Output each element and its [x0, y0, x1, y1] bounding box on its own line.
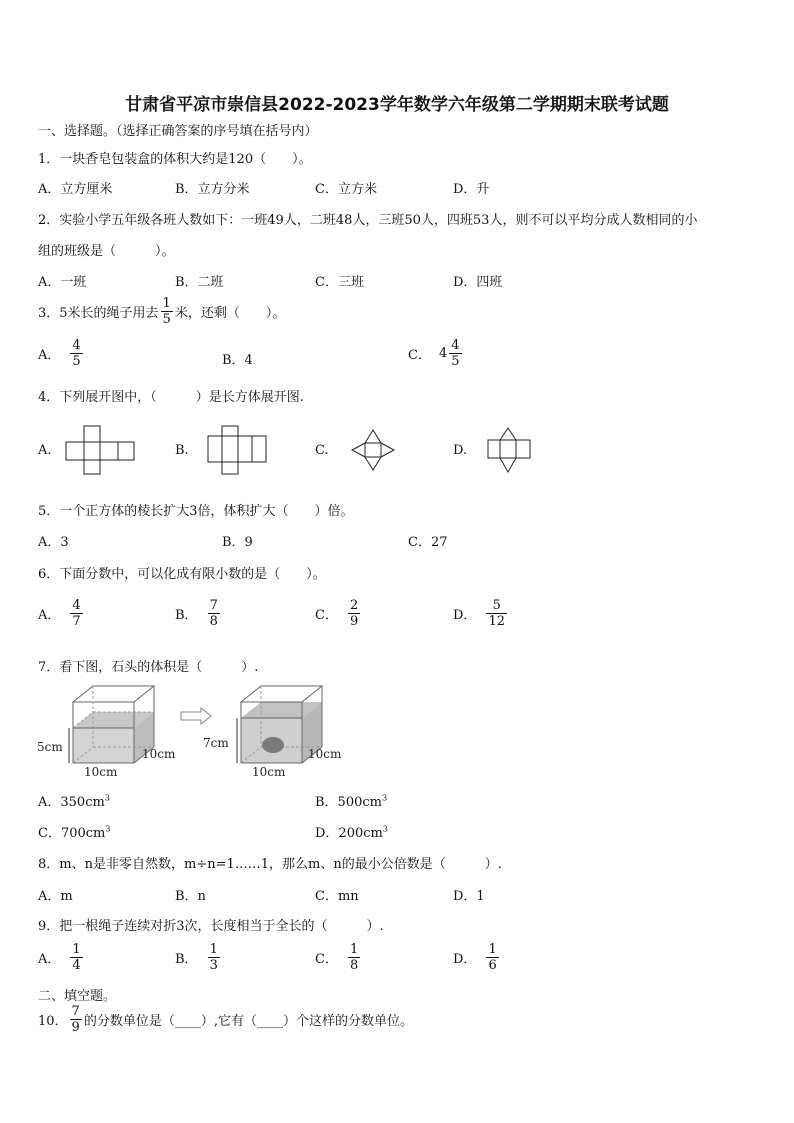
q6-option-d-frac — [486, 598, 507, 629]
fig1-height-label: 5cm — [37, 740, 63, 754]
q6-option-b — [175, 598, 222, 629]
q10-fraction — [70, 1004, 82, 1035]
q4-net-d — [486, 426, 532, 474]
fig2-width-label: 10cm — [252, 765, 286, 779]
q2-option-c: C．三班 — [315, 275, 364, 290]
q3-option-c-label: C． — [408, 348, 431, 363]
question-2-line-1: 2．实验小学五年级各班人数如下：一班49人，二班48人，三班50人，四班53人，则不可以平均分成人数相同的小 — [38, 213, 698, 228]
q10-number: 10． — [38, 1014, 68, 1029]
q9-option-b-label: B． — [175, 952, 198, 967]
q6-a-den: 7 — [72, 614, 81, 629]
q9-option-c — [315, 942, 362, 973]
q6-d-num: 5 — [492, 598, 501, 613]
q7-option-b — [315, 791, 387, 810]
q7-a-sup: 3 — [104, 793, 110, 803]
question-6: 6．下面分数中，可以化成有限小数的是（ ）。 — [38, 567, 326, 582]
q5-option-b: B．9 — [222, 535, 253, 550]
q3-option-c — [408, 338, 464, 369]
q9-option-b — [175, 942, 222, 973]
q3-suffix: 米，还剩（ ）。 — [174, 306, 286, 321]
q6-option-a-frac — [70, 598, 82, 629]
q9-c-num: 1 — [349, 942, 359, 957]
fig2-height-label: 7cm — [203, 736, 229, 750]
q6-option-d-label: D． — [453, 608, 477, 623]
q9-d-num: 1 — [488, 942, 497, 957]
q10-suffix: 的分数单位是（____）,它有（____）个这样的分数单位。 — [83, 1014, 413, 1029]
q7-b-sup: 3 — [381, 793, 388, 803]
q4-net-c — [350, 428, 396, 472]
q1-option-b: B．立方分米 — [175, 182, 250, 197]
q8-option-d: D．1 — [453, 889, 485, 904]
q7-option-a-text: A．350cm — [38, 795, 105, 810]
q7-option-c-text: C．700cm — [38, 826, 106, 841]
q9-a-num: 1 — [72, 942, 81, 957]
q6-c-num: 2 — [349, 598, 359, 613]
q6-option-c-label: C． — [315, 608, 338, 623]
q2-option-d: D．四班 — [453, 275, 503, 290]
q4-label-a: A. — [38, 443, 52, 458]
q9-option-d-label: D． — [453, 952, 477, 967]
q7-figure — [36, 680, 366, 780]
q3-option-c-frac — [449, 338, 461, 369]
q9-option-d — [453, 942, 501, 973]
q9-option-a — [38, 942, 85, 973]
fig2-depth-label: 10cm — [308, 747, 342, 761]
q6-option-a-label: A． — [38, 608, 61, 623]
q8-option-a: A．m — [38, 889, 73, 904]
fig1-width-label: 10cm — [84, 765, 118, 779]
q4-net-a — [64, 424, 138, 476]
q3-prefix: 3．5米长的绳子用去 — [38, 306, 159, 321]
q4-label-c: C. — [315, 443, 329, 458]
q3-option-c-whole: 4 — [438, 346, 448, 361]
q9-option-d-frac — [486, 942, 498, 973]
q3-c-num: 4 — [451, 338, 460, 353]
q5-option-a: A．3 — [38, 535, 69, 550]
q6-option-d — [453, 598, 509, 629]
q3-option-a — [38, 338, 85, 369]
q4-label-b: B. — [175, 443, 189, 458]
q6-option-c — [315, 598, 362, 629]
q3-option-a-label: A． — [38, 348, 61, 363]
fig1-depth-label: 10cm — [142, 747, 176, 761]
q6-option-a — [38, 598, 85, 629]
q3-a-num: 4 — [72, 338, 81, 353]
q3-a-den: 5 — [72, 354, 81, 369]
q1-option-d: D．升 — [453, 182, 490, 197]
q7-c-sup: 3 — [105, 824, 111, 834]
q9-b-den: 3 — [209, 958, 218, 973]
q6-d-den: 12 — [488, 614, 505, 629]
question-3 — [38, 296, 285, 327]
q7-option-b-text: B．500cm — [315, 795, 382, 810]
stone-icon — [262, 737, 284, 753]
q7-d-sup: 3 — [382, 824, 388, 834]
q7-option-d — [315, 822, 388, 841]
question-5: 5．一个正方体的棱长扩大3倍，体积扩大（ ）倍。 — [38, 504, 354, 519]
q3-option-b: B．4 — [222, 353, 253, 368]
q6-b-den: 8 — [209, 614, 218, 629]
q8-option-c: C．mn — [315, 889, 359, 904]
q5-option-c: C．27 — [408, 535, 448, 550]
question-2-line-2: 组的班级是（ ）。 — [38, 244, 175, 259]
q3-option-a-frac — [70, 338, 82, 369]
q4-net-b — [206, 424, 268, 476]
question-9: 9．把一根绳子连续对折3次，长度相当于全长的（ ）. — [38, 919, 384, 934]
q10-frac-den: 9 — [71, 1020, 80, 1035]
q7-option-d-text: D．200cm — [315, 826, 383, 841]
q2-option-b: B．二班 — [175, 275, 224, 290]
arrow-right-icon — [181, 708, 211, 724]
q9-option-a-label: A． — [38, 952, 61, 967]
q7-option-a — [38, 791, 110, 810]
q9-option-c-frac — [348, 942, 360, 973]
q2-option-a: A．一班 — [38, 275, 87, 290]
q9-b-num: 1 — [209, 942, 218, 957]
question-8: 8．m、n是非零自然数，m÷n=1……1，那么m、n的最小公倍数是（ ）. — [38, 857, 502, 872]
q9-option-c-label: C． — [315, 952, 338, 967]
q10-frac-num: 7 — [71, 1004, 80, 1019]
q9-option-b-frac — [208, 942, 220, 973]
question-7: 7．看下图，石头的体积是（ ）. — [38, 660, 259, 675]
q6-c-den: 9 — [349, 614, 359, 629]
q6-option-b-frac — [208, 598, 220, 629]
section-1-heading: 一、选择题。（选择正确答案的序号填在括号内） — [38, 124, 318, 139]
q7-option-c — [38, 822, 110, 841]
q1-option-c: C．立方米 — [315, 182, 377, 197]
q3-frac-num: 1 — [162, 296, 171, 311]
q3-frac-den: 5 — [162, 312, 171, 327]
q3-fraction — [161, 296, 173, 327]
q3-c-den: 5 — [451, 354, 460, 369]
q4-label-d: D. — [453, 443, 468, 458]
q1-option-a: A．立方厘米 — [38, 182, 113, 197]
q6-option-b-label: B． — [175, 608, 198, 623]
page-title: 甘肃省平凉市崇信县2022-2023学年数学六年级第二学期期末联考试题 — [125, 95, 669, 115]
q9-a-den: 4 — [72, 958, 81, 973]
q9-d-den: 6 — [488, 958, 497, 973]
q9-option-a-frac — [70, 942, 82, 973]
question-4: 4．下列展开图中，（ ）是长方体展开图. — [38, 390, 304, 405]
question-10 — [38, 1004, 413, 1035]
q8-option-b: B．n — [175, 889, 206, 904]
q6-a-num: 4 — [72, 598, 81, 613]
section-2-heading: 二、填空题。 — [38, 989, 117, 1004]
q9-c-den: 8 — [349, 958, 359, 973]
question-1: 1．一块香皂包装盒的体积大约是120（ ）。 — [38, 152, 312, 167]
q6-option-c-frac — [348, 598, 360, 629]
q6-b-num: 7 — [209, 598, 218, 613]
